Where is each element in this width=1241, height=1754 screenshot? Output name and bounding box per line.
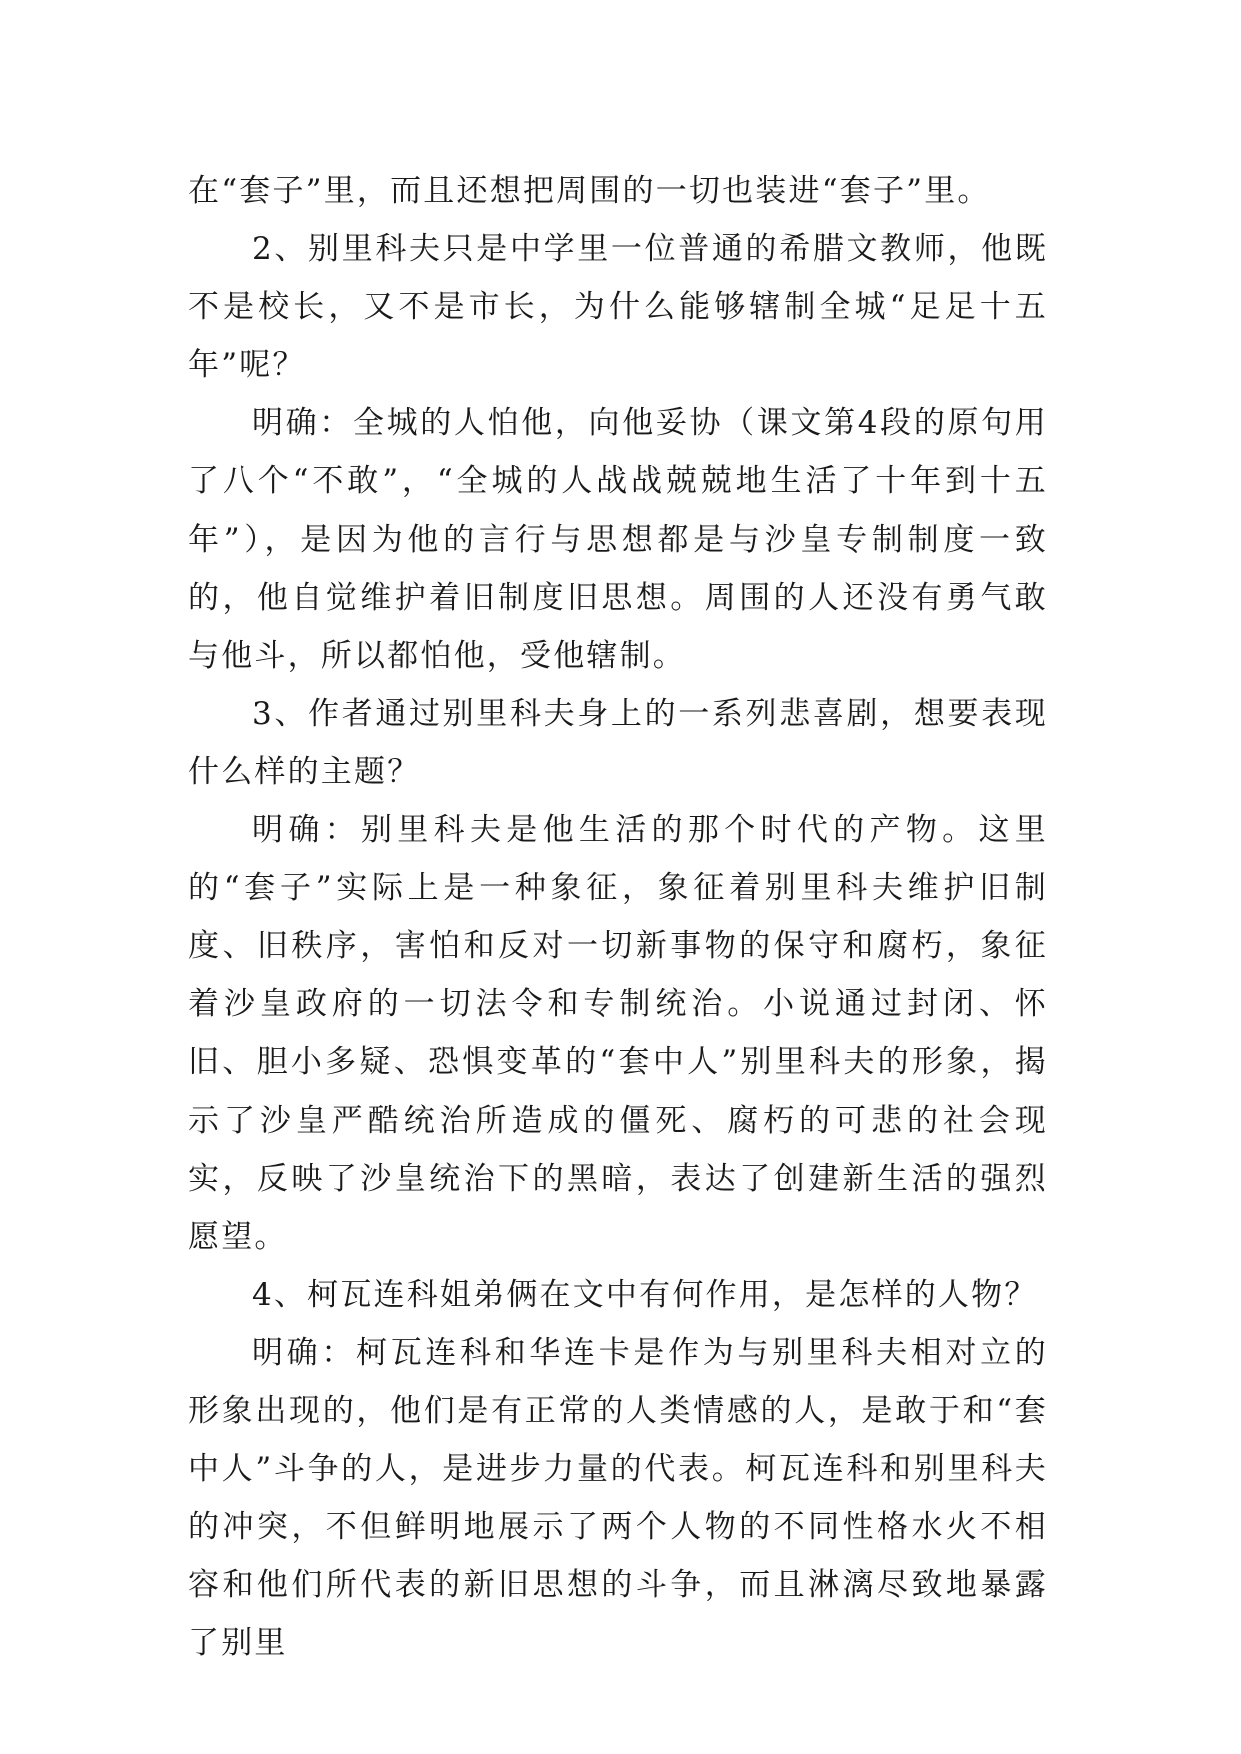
document-body — [188, 162, 1048, 1672]
question-4: 4、柯瓦连科姐弟俩在文中有何作用，是怎样的人物？ — [252, 1276, 1038, 1313]
answer-2: 明确：全城的人怕他，向他妥协（课文第4段的原句用了八个“不敢”，“全城的人战战兢兢地生活了十年到十五年”），是因为他的言行与思想都是与沙皇专制制度一致的，他自觉维护着旧制度旧思想。周围的人还没有勇气敢与他斗，所以都怕他，受他辖制。 — [188, 405, 1048, 674]
paragraph-continuation: 在“套子”里，而且还想把周围的一切也装进“套子”里。 — [188, 173, 991, 209]
question-2: 2、别里科夫只是中学里一位普通的希腊文教师，他既不是校长，又不是市长，为什么能够辖制全城“足足十五年”呢？ — [188, 231, 1048, 384]
answer-3: 明确：别里科夫是他生活的那个时代的产物。这里的“套子”实际上是一种象征，象征着别里科夫维护旧制度、旧秩序，害怕和反对一切新事物的保守和腐朽，象征着沙皇政府的一切法令和专制统治。小说通过封闭、怀旧、胆小多疑、恐惧变革的“套中人”别里科夫的形象，揭示了沙皇严酷统治所造成的僵死、腐朽的可悲的社会现实，反映了沙皇统治下的黑暗，表达了创建新生活的强烈愿望。 — [188, 812, 1048, 1255]
question-3: 3、作者通过别里科夫身上的一系列悲喜剧，想要表现什么样的主题？ — [188, 695, 1048, 790]
answer-4: 明确：柯瓦连科和华连卡是作为与别里科夫相对立的形象出现的，他们是有正常的人类情感的人，是敢于和“套中人”斗争的人，是进步力量的代表。柯瓦连科和别里科夫的冲突，不但鲜明地展示了两个人物的不同性格水火不相容和他们所代表的新旧思想的斗争，而且淋漓尽致地暴露了别里 — [188, 1334, 1048, 1662]
